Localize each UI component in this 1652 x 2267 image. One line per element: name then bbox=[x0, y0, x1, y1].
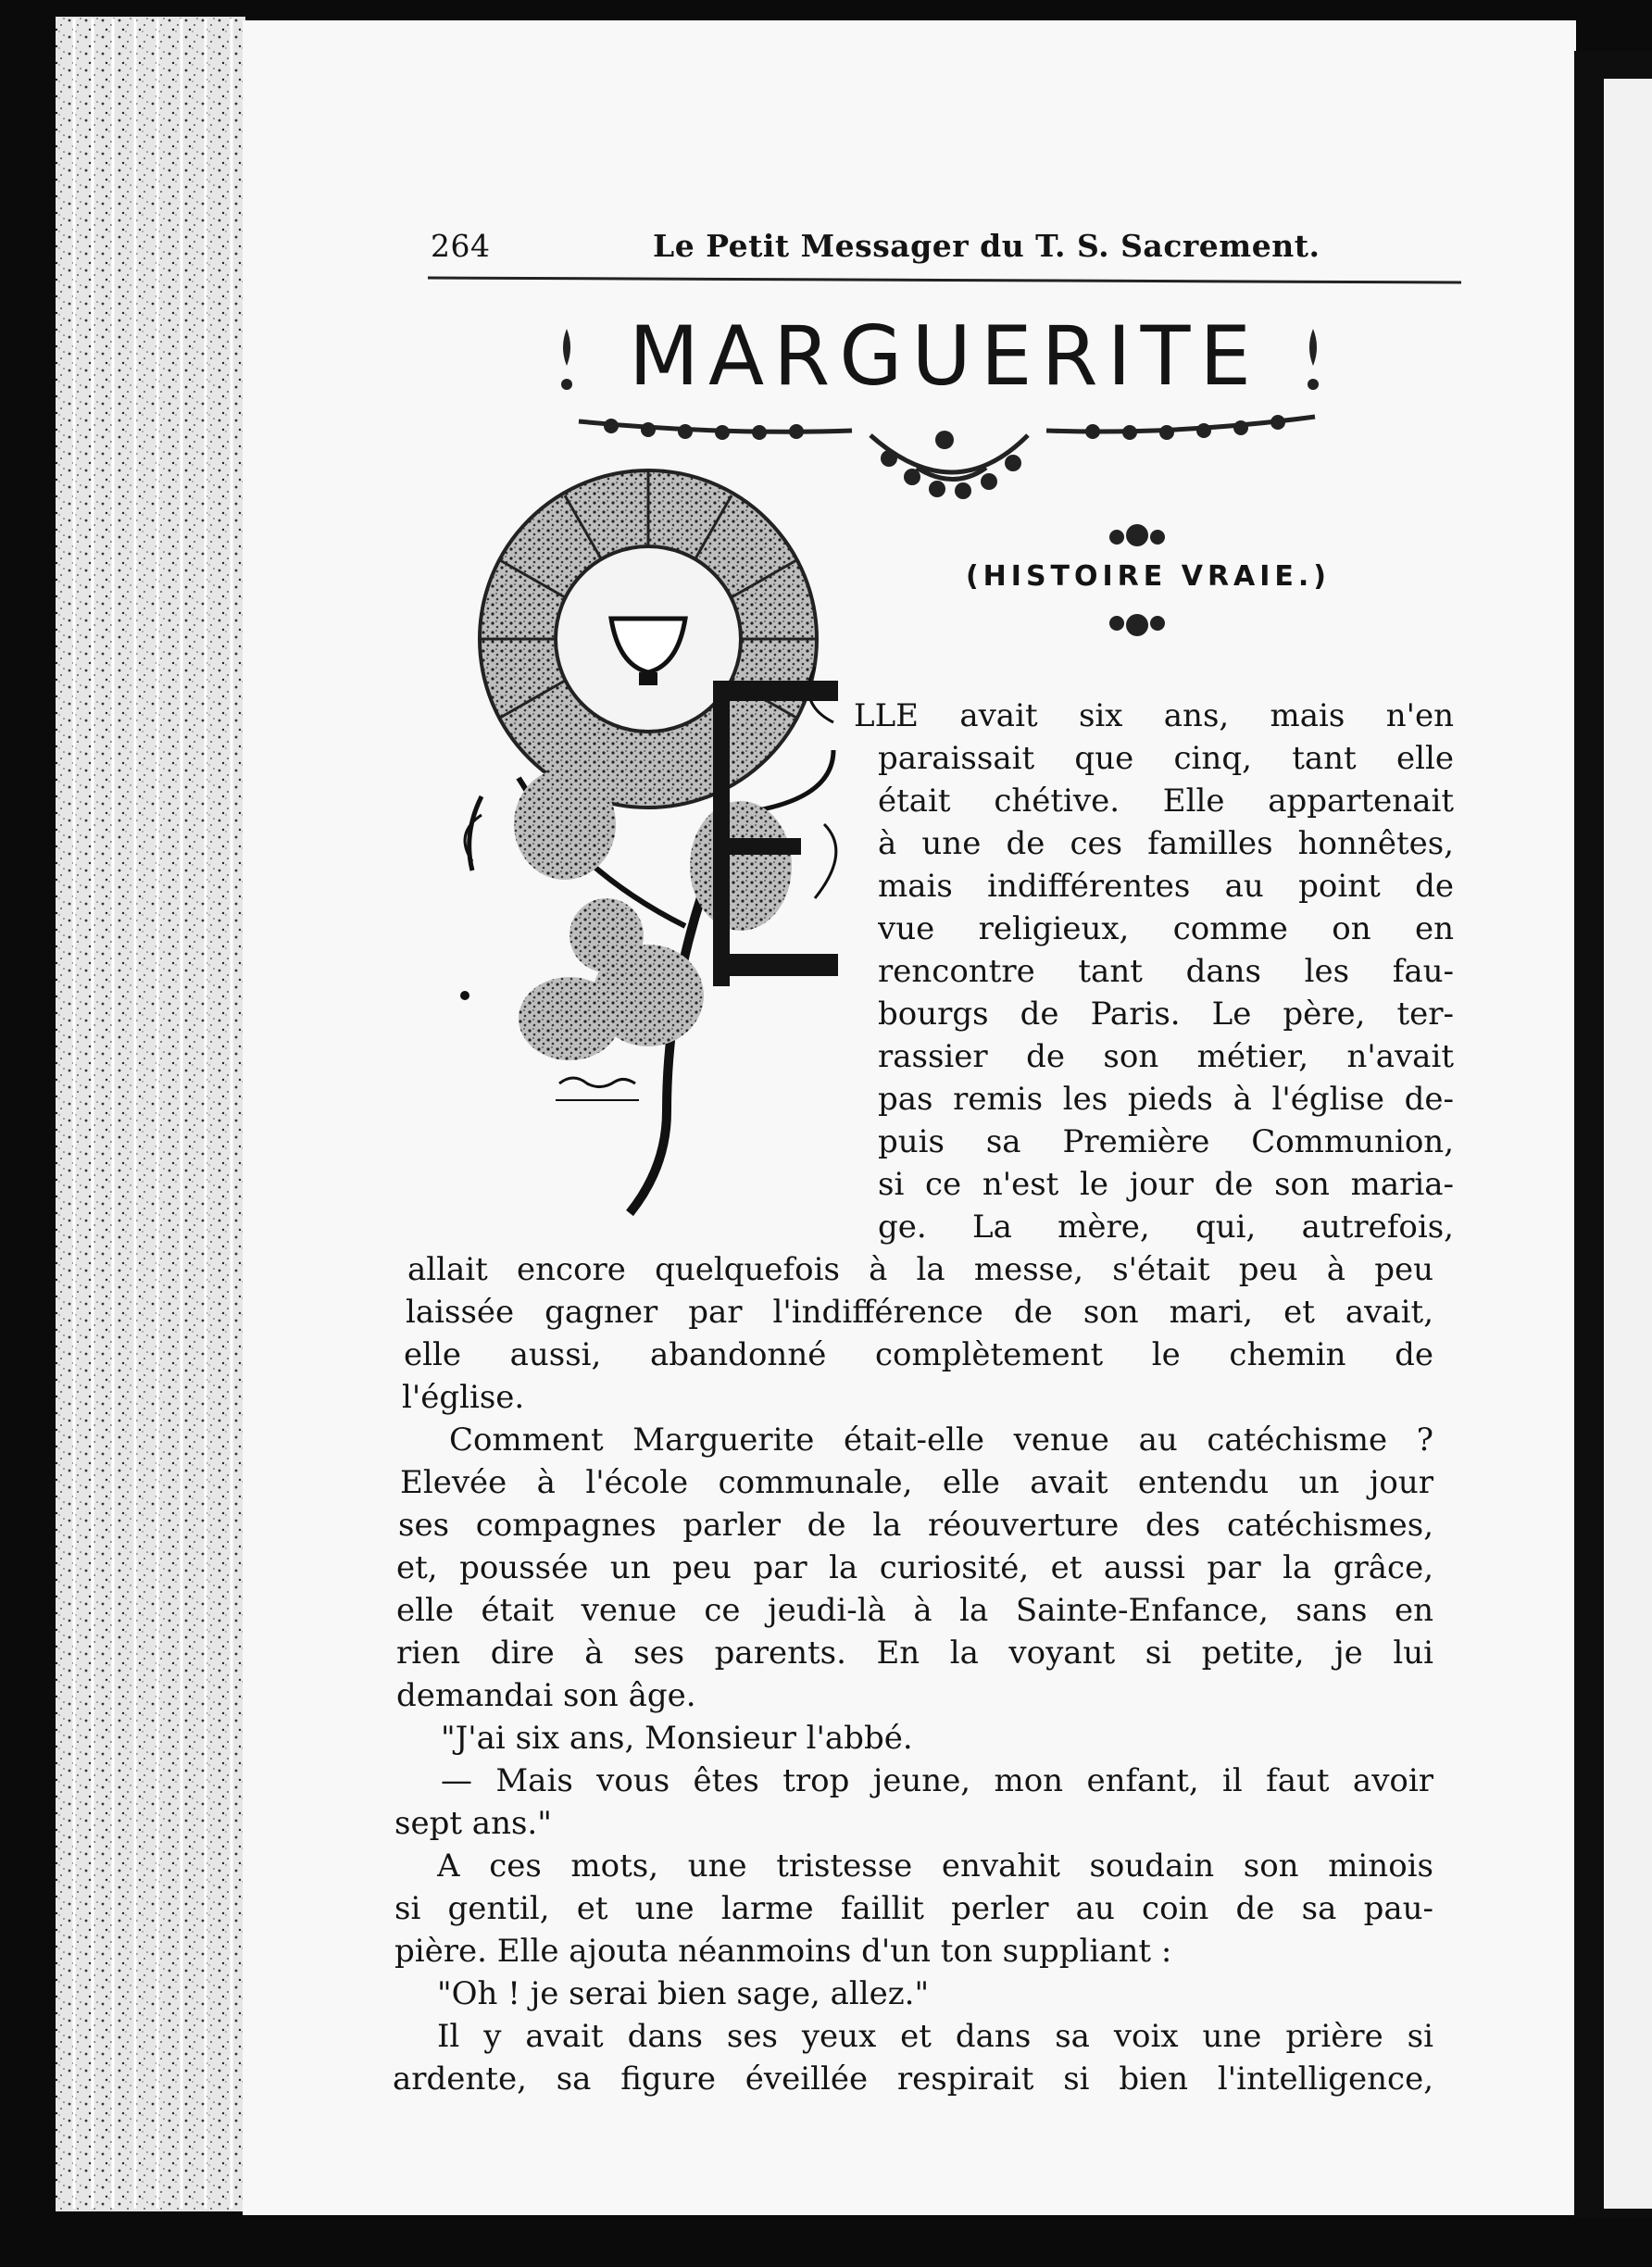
body-line: ge. La mère, qui, autrefois, bbox=[878, 1209, 1454, 1246]
body-line: rencontre tant dans les fau- bbox=[878, 953, 1454, 990]
body-line: mais indifférentes au point de bbox=[878, 868, 1454, 905]
body-line: et, poussée un peu par la curiosité, et aussi par la grâce, bbox=[396, 1549, 1433, 1586]
body-line: puis sa Première Communion, bbox=[878, 1123, 1454, 1160]
body-line: l'église. bbox=[402, 1379, 525, 1416]
body-line: LLE avait six ans, mais n'en bbox=[854, 697, 1454, 734]
body-line: si ce n'est le jour de son maria- bbox=[878, 1166, 1454, 1203]
body-line: sept ans." bbox=[394, 1805, 552, 1842]
body-line: Comment Marguerite était-elle venue au catéchisme ? bbox=[449, 1422, 1433, 1459]
body-line: elle était venue ce jeudi-là à la Sainte-Enfance, sans en bbox=[396, 1592, 1433, 1629]
running-title: Le Petit Messager du T. S. Sacrement. bbox=[653, 228, 1320, 264]
body-line: à une de ces familles honnêtes, bbox=[878, 825, 1454, 862]
body-line: paraissait que cinq, tant elle bbox=[878, 740, 1454, 777]
body-line: Il y avait dans ses yeux et dans sa voix une prière si bbox=[437, 2018, 1433, 2055]
body-line: elle aussi, abandonné complètement le chemin de bbox=[404, 1336, 1433, 1373]
body-line: rassier de son métier, n'avait bbox=[878, 1038, 1454, 1075]
body-line: bourgs de Paris. Le père, ter- bbox=[878, 996, 1454, 1033]
body-line: — Mais vous êtes trop jeune, mon enfant, il faut avoir bbox=[441, 1762, 1433, 1799]
body-line: pas remis les pieds à l'église de- bbox=[878, 1081, 1454, 1118]
body-line: allait encore quelquefois à la messe, s'était peu à peu bbox=[407, 1251, 1433, 1288]
body-line: "J'ai six ans, Monsieur l'abbé. bbox=[441, 1720, 913, 1757]
body-line: pière. Elle ajouta néanmoins d'un ton suppliant : bbox=[394, 1933, 1172, 1970]
page-number: 264 bbox=[431, 228, 491, 264]
running-header bbox=[431, 220, 1463, 272]
body-line: était chétive. Elle appartenait bbox=[878, 783, 1454, 820]
body-line: ses compagnes parler de la réouverture des catéchismes, bbox=[398, 1507, 1433, 1544]
body-line: rien dire à ses parents. En la voyant si petite, je lui bbox=[396, 1634, 1433, 1672]
body-line: si gentil, et une larme faillit perler au coin de sa pau- bbox=[394, 1890, 1433, 1927]
subtitle: (HISTOIRE VRAIE.) bbox=[965, 560, 1332, 593]
body-line: laissée gagner par l'indifférence de son mari, et avait, bbox=[406, 1294, 1433, 1331]
body-line: demandai son âge. bbox=[396, 1677, 696, 1714]
body-line: Elevée à l'école communale, elle avait entendu un jour bbox=[400, 1464, 1433, 1501]
body-line: "Oh ! je serai bien sage, allez." bbox=[437, 1975, 930, 2012]
body-line: A ces mots, une tristesse envahit soudain son minois bbox=[437, 1847, 1433, 1885]
page-title: MARGUERITE bbox=[629, 308, 1260, 404]
body-line: vue religieux, comme on en bbox=[878, 910, 1454, 947]
body-line: ardente, sa figure éveillée respirait si bien l'intelligence, bbox=[393, 2060, 1433, 2098]
